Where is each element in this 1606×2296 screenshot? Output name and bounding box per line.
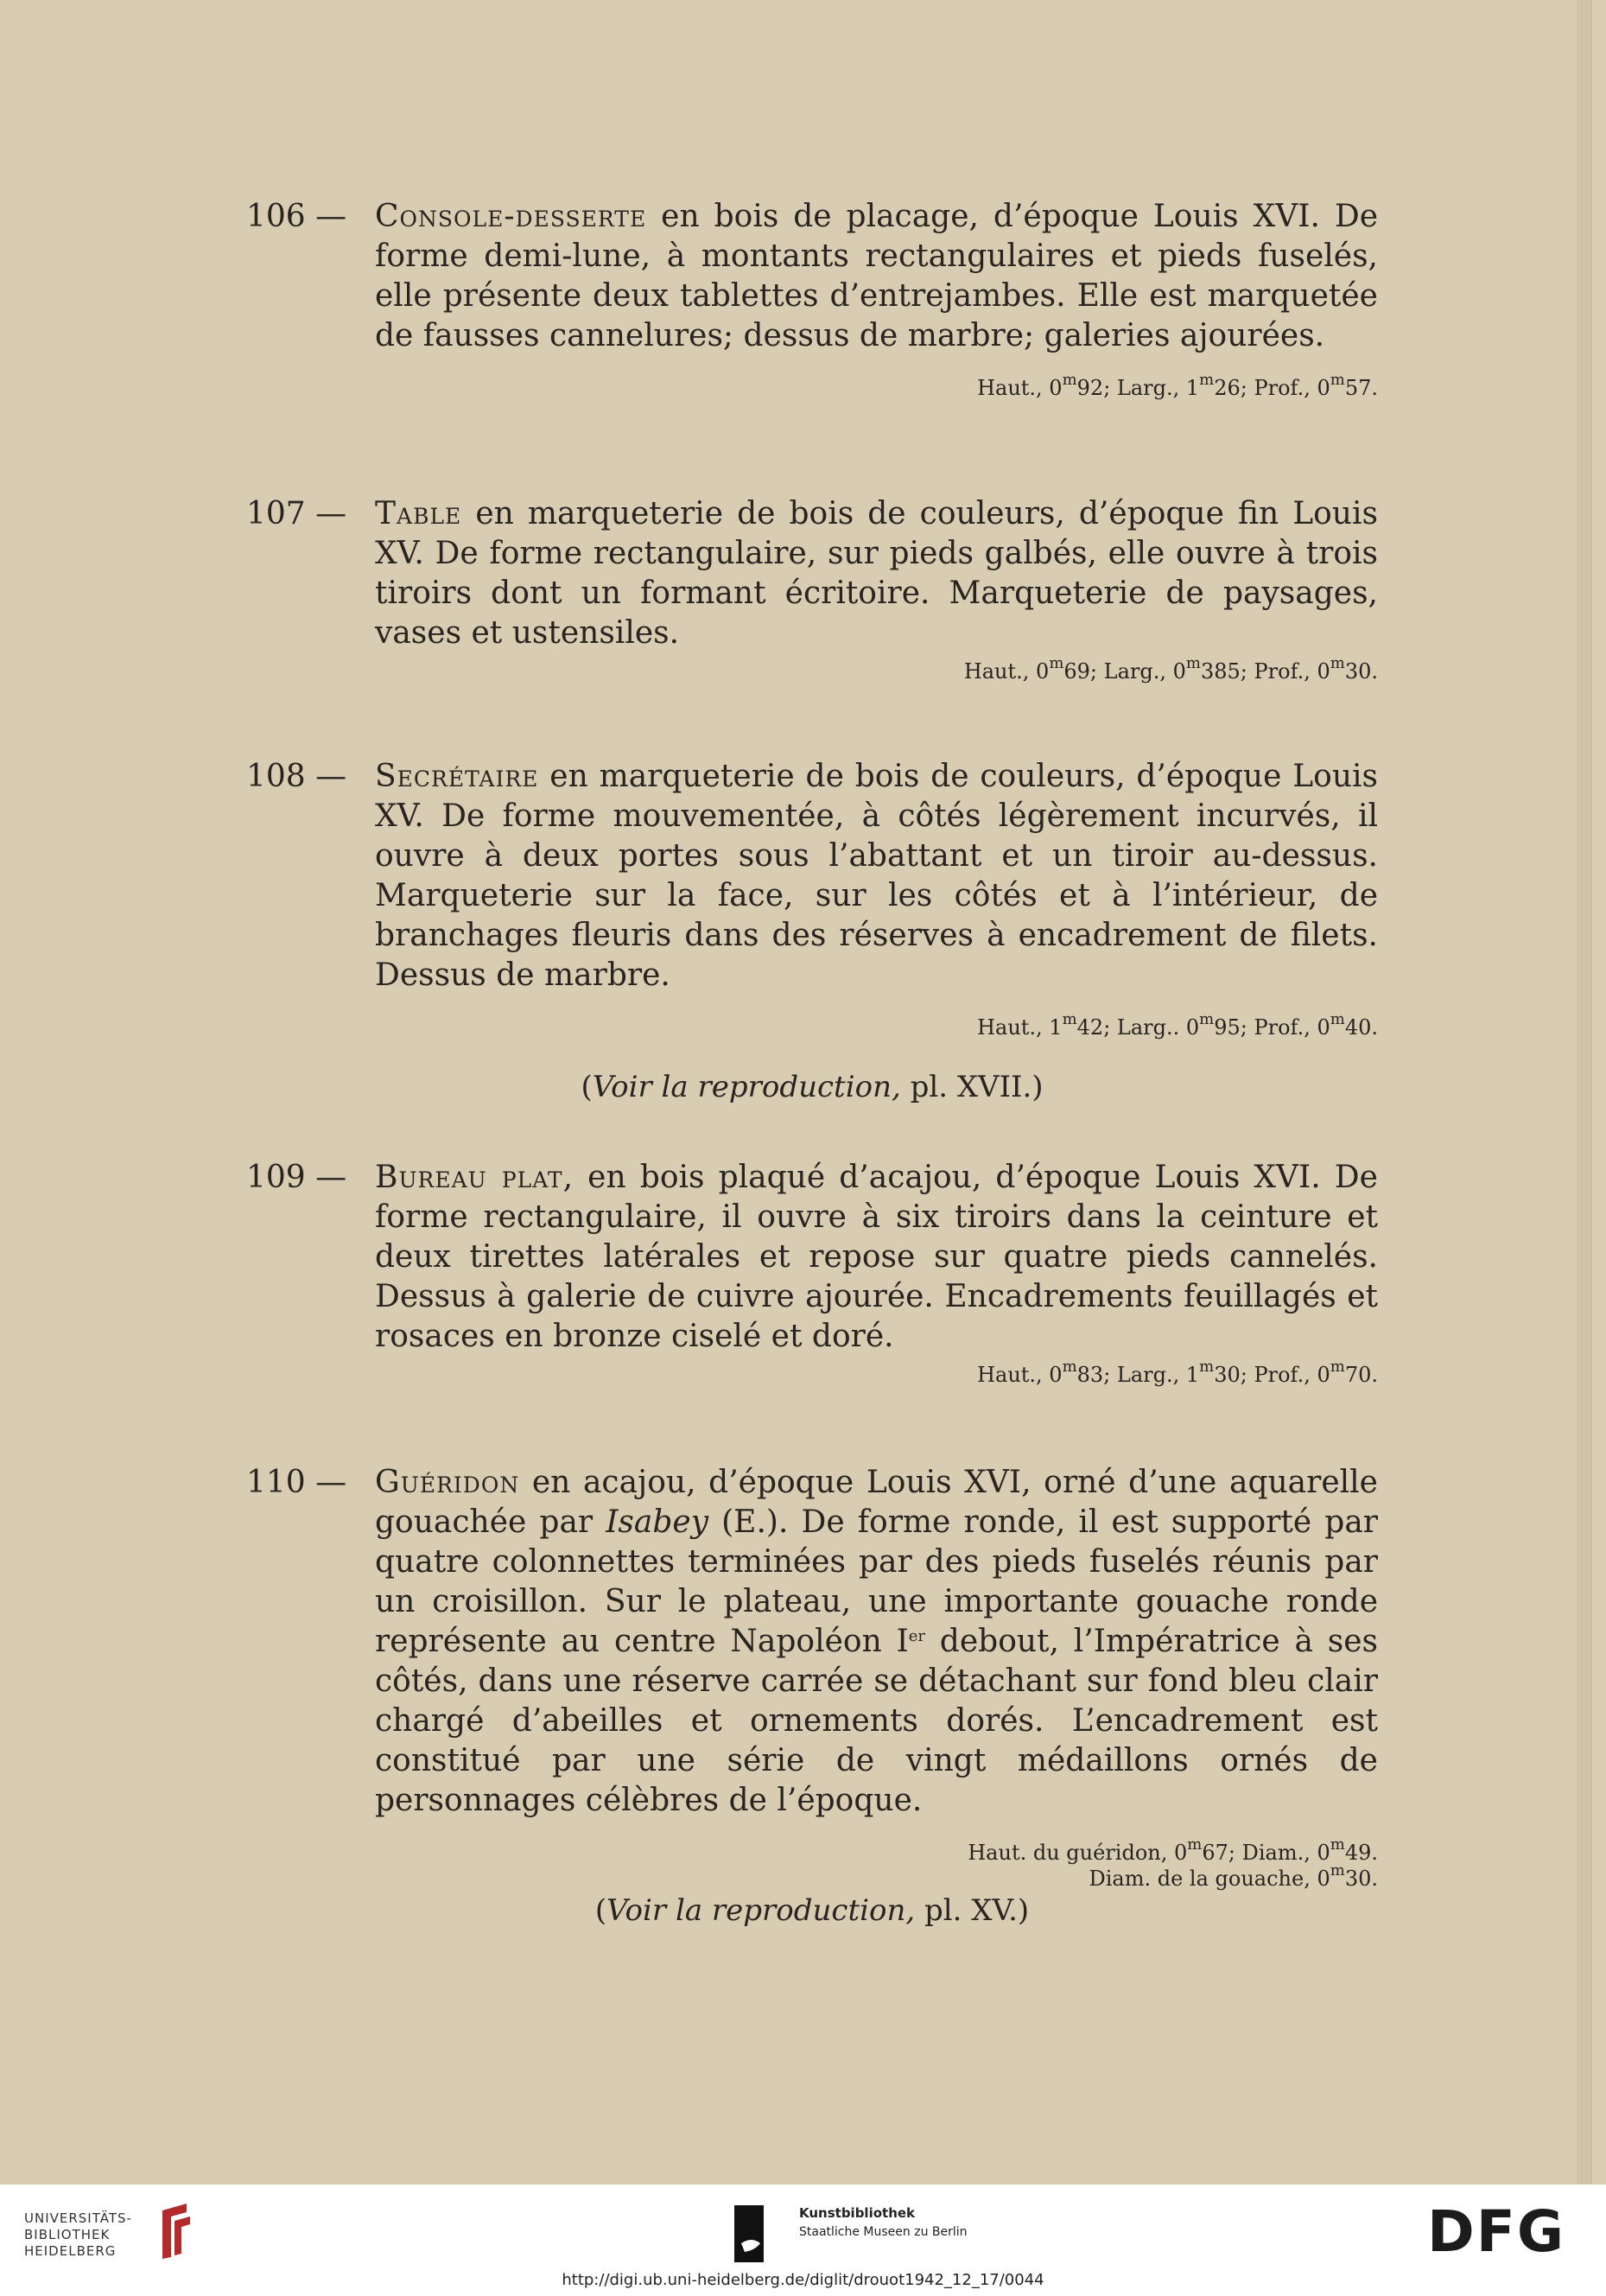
entry-dimensions: Haut. du guéridon, 0$^m$67; Diam., 0$^m$49. — [968, 1835, 1378, 1865]
entry-number: 109 — — [246, 1160, 347, 1195]
entry-number: 107 — — [246, 496, 347, 531]
reproduction-reference: (Voir la reproduction, pl. XVII.) — [581, 1070, 1044, 1104]
entry-title: Table — [375, 496, 462, 531]
entry-title: Bureau plat, — [375, 1160, 574, 1195]
catalog-entry-107 — [246, 494, 1378, 684]
heidelberg-library-logo-icon[interactable] — [156, 2202, 195, 2262]
entry-number: 106 — — [246, 199, 347, 234]
catalog-entry-106 — [246, 197, 1378, 401]
entry-dimensions: Haut., 0$^m$83; Larg., 1$^m$30; Prof., 0$^m$70. — [977, 1358, 1378, 1387]
kunstbibliothek-name[interactable]: Kunstbibliothek Staatliche Museen zu Berlin — [799, 2205, 968, 2239]
entry-title: Secrétaire — [375, 759, 539, 794]
entry-description — [375, 494, 1378, 653]
kunstbibliothek-logo-icon[interactable] — [734, 2205, 790, 2262]
entry-text: en marqueterie de bois de couleurs, d’époque fin Louis XV. De forme rectangulaire, sur pieds galbés, elle ouvre à trois tiroirs dont un formant écritoire. Marqueterie de paysages, vases et ustensiles. — [375, 496, 1378, 651]
entry-description — [375, 757, 1378, 995]
entry-title: Console-desserte — [375, 199, 647, 234]
catalog-entry-110 — [246, 1463, 1378, 1928]
artist-name: Isabey — [606, 1504, 709, 1540]
entry-description — [375, 197, 1378, 356]
entry-description — [375, 1158, 1378, 1357]
entry-dimensions: Haut., 0$^m$69; Larg., 0$^m$385; Prof., 0$^m$30. — [963, 654, 1378, 684]
catalog-entry-109 — [246, 1158, 1378, 1388]
entry-text: en bois de placage, d’époque Louis XVI. De forme demi-lune, à montants rectangulaires et pieds fuselés, elle présente deux tablettes d’entrejambes. Elle est marquetée de fausses cannelures; dessus de marbre; galeries ajourées. — [375, 199, 1378, 353]
catalog-entry-108 — [246, 757, 1378, 1104]
entry-dimensions: Haut., 1$^m$42; Larg.. 0$^m$95; Prof., 0$^m$40. — [977, 1010, 1378, 1040]
entry-text: en marqueterie de bois de couleurs, d’époque Louis XV. De forme mouvementée, à côtés légèrement incurvés, il ouvre à deux portes sous l’abattant et un tiroir au-dessus. Marqueterie sur la face, sur les côtés et à l’intérieur, de branchages fleuris dans des réserves à encadrement de filets. Dessus de marbre. — [375, 759, 1378, 993]
page-edge — [1577, 0, 1591, 2185]
entry-number: 108 — — [246, 759, 347, 794]
entry-number: 110 — — [246, 1465, 347, 1500]
dfg-logo[interactable]: DFG — [1427, 2198, 1566, 2265]
page-url[interactable]: http://digi.ub.uni-heidelberg.de/diglit/drouot1942_12_17/0044 — [562, 2271, 1044, 2289]
entry-dimensions: Haut., 0$^m$92; Larg., 1$^m$26; Prof., 0$^m$57. — [977, 371, 1378, 400]
entry-title: Guéridon — [375, 1465, 520, 1500]
entry-dimensions-gouache: Diam. de la gouache, 0$^m$30. — [1089, 1861, 1378, 1891]
entry-description: Guéridon en acajou, d’époque Louis XVI, orné d’une aquarelle gouachée par Isabey (E.). De forme ronde, il est supporté par quatre colonnettes terminées par des pieds fuselés réunis par un croisillon. Sur le plateau, une importante gouache ronde représente au centre Napoléon Ier debout, l’Impératrice à ses côtés, dans une réserve carrée se détachant sur fond bleu clair chargé d’abeilles et ornements dorés. L’encadrement est constitué par une série de vingt médaillons ornés de personnages célèbres de l’époque. — [375, 1465, 1378, 1818]
reproduction-reference: (Voir la reproduction, pl. XV.) — [594, 1893, 1030, 1928]
entry-text: en bois plaqué d’acajou, d’époque Louis XVI. De forme rectangulaire, il ouvre à six tiroirs dans la ceinture et deux tirettes latérales et repose sur quatre pieds cannelés. Dessus à galerie de cuivre ajourée. Encadrements feuillagés et rosaces en bronze ciselé et doré. — [375, 1160, 1378, 1354]
university-library-name[interactable]: UNIVERSITÄTS- BIBLIOTHEK HEIDELBERG — [24, 2210, 132, 2259]
